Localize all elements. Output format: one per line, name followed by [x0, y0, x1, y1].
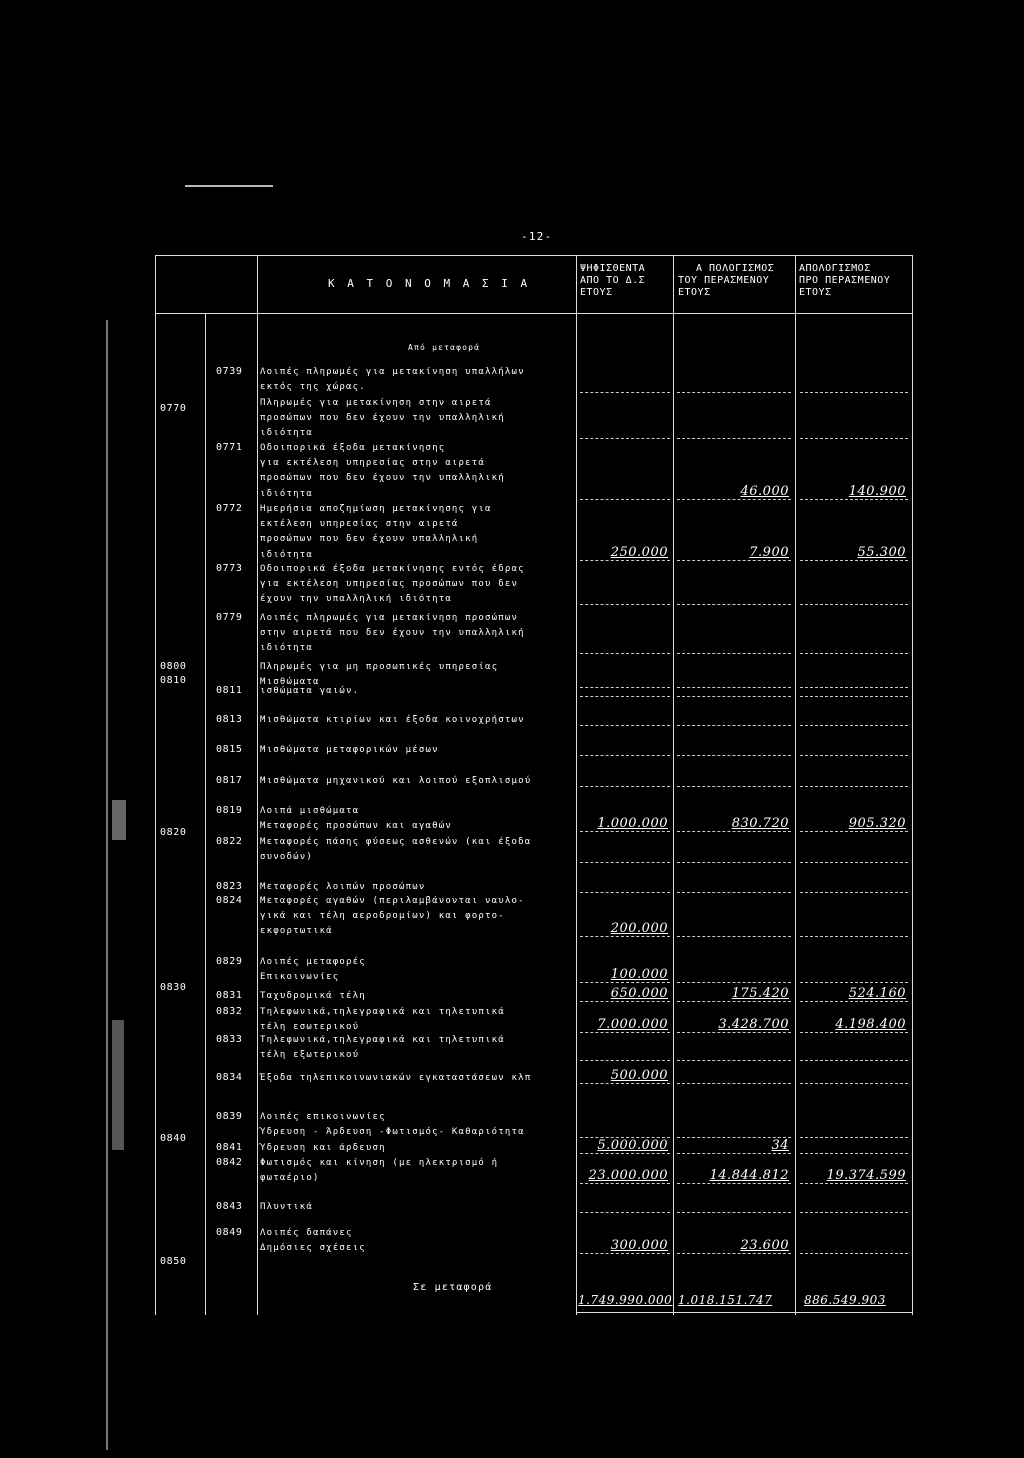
account-code: 0849	[216, 1227, 243, 1238]
amount-line	[677, 831, 791, 832]
scan-artifact-left-2	[112, 800, 126, 840]
account-description: Έξοδα τηλεπικοινωνιακών εγκαταστάσεων κλπ	[260, 1073, 532, 1083]
amount-line	[800, 560, 908, 561]
amount-line	[580, 831, 670, 832]
account-code: 0842	[216, 1157, 243, 1168]
account-description: Μισθώματα κτιρίων και έξοδα κοινοχρήστων	[260, 715, 525, 725]
page-number: -12-	[521, 230, 553, 243]
account-description: Δημόσιες σχέσεις	[260, 1243, 366, 1254]
account-description: Λοιπά μισθώματα	[260, 806, 360, 816]
amount-line	[800, 892, 908, 893]
account-description: Ταχυδρομικά τέλη	[260, 991, 366, 1001]
amount-v3: 524.160	[848, 986, 906, 1001]
amount-line	[800, 653, 908, 654]
scan-artifact-left	[106, 320, 108, 1450]
amount-line	[800, 725, 908, 726]
amount-v1: 200.000	[610, 921, 668, 937]
account-code: 0817	[216, 775, 243, 786]
column-header-last-year: Α ΠΟΛΟΓΙΣΜΟΣ ΤΟΥ ΠΕΡΑΣΜΕΝΟΥ ΕΤΟΥΣ	[678, 263, 775, 298]
account-description: Πλυντικά	[260, 1202, 313, 1212]
group-code: 0830	[160, 982, 187, 993]
column-header-name: Κ Α Τ Ο Ν Ο Μ Α Σ Ι Α	[328, 277, 531, 290]
account-description: Ύδρευση και άρδευση	[260, 1143, 386, 1153]
account-description: Μισθώματα μηχανικού και λοιπού εξοπλισμού	[260, 776, 532, 786]
account-code: 0771	[216, 442, 243, 453]
account-code: 0773	[216, 563, 243, 574]
amount-line	[677, 560, 791, 561]
amount-line	[580, 696, 670, 697]
total-prior-year: 886.549.903	[804, 1293, 886, 1307]
amount-line	[677, 755, 791, 756]
account-description: Μεταφορές πάσης φύσεως ασθενών (και έξοδα	[260, 837, 532, 847]
amount-line	[580, 392, 670, 393]
amount-line	[800, 1212, 908, 1213]
account-code: 0843	[216, 1201, 243, 1212]
account-description: στην αιρετά που δεν έχουν την υπαλληλική	[260, 628, 525, 639]
amount-line	[677, 392, 791, 393]
amount-line	[800, 1032, 908, 1033]
account-description: Λοιπές επικοινωνίες	[260, 1112, 386, 1122]
group-code: 0820	[160, 827, 187, 838]
amount-line	[580, 653, 670, 654]
amount-line	[580, 892, 670, 893]
amount-line	[580, 755, 670, 756]
account-description: ιδιότητα	[260, 549, 313, 560]
amount-line	[800, 1153, 908, 1154]
amount-line	[580, 725, 670, 726]
amount-line	[580, 499, 670, 500]
account-code: 0829	[216, 956, 243, 967]
amount-v1: 23.000.000	[588, 1168, 668, 1184]
amount-line	[800, 499, 908, 500]
account-code: 0772	[216, 503, 243, 514]
carried-from-label: Από μεταφορά	[408, 343, 481, 352]
amount-line	[800, 392, 908, 393]
account-code: 0779	[216, 612, 243, 623]
amount-v1: 7.000.000	[597, 1017, 668, 1033]
amount-line	[677, 982, 791, 983]
amount-line	[677, 862, 791, 863]
amount-line	[800, 1253, 908, 1254]
amount-line	[800, 982, 908, 983]
account-description: Λοιπές δαπάνες	[260, 1228, 353, 1238]
amount-v3: 905.320	[848, 816, 906, 832]
account-description: Πληρωμές για μετακίνηση στην αιρετά	[260, 398, 492, 408]
amount-v3: 140.900	[848, 483, 906, 499]
amount-line	[580, 786, 670, 787]
amount-line	[677, 1253, 791, 1254]
account-description: τέλη εξωτερικού	[260, 1050, 360, 1061]
amount-line	[580, 1001, 670, 1002]
group-code: 0770	[160, 403, 187, 414]
amount-line	[677, 1060, 791, 1061]
amount-line	[580, 1060, 670, 1061]
account-description: εκφορτωτικά	[260, 926, 333, 937]
amount-line	[800, 438, 908, 439]
amount-line	[580, 862, 670, 863]
amount-line	[580, 936, 670, 937]
amount-line	[677, 696, 791, 697]
amount-line	[800, 831, 908, 832]
amount-line	[800, 936, 908, 937]
account-description: γικά και τέλη αεροδρομίων) και φορτο-	[260, 911, 505, 922]
amount-line	[800, 1060, 908, 1061]
amount-line	[677, 1032, 791, 1033]
account-description: Ύδρευση - Άρδευση -Φωτισμός- Καθαριότητα	[260, 1127, 525, 1138]
total-last-year: 1.018.151.747	[678, 1293, 773, 1307]
account-code: 0813	[216, 714, 243, 725]
amount-line	[800, 786, 908, 787]
scan-artifact-top	[185, 185, 273, 187]
amount-line	[800, 1137, 908, 1138]
amount-line	[677, 1001, 791, 1002]
account-description: Πληρωμές για μη προσωπικές υπηρεσίας	[260, 662, 499, 672]
account-description: Μεταφορές προσώπων και αγαθών	[260, 821, 452, 832]
amount-line	[580, 982, 670, 983]
account-code: 0831	[216, 990, 243, 1001]
amount-v1: 5.000.000	[597, 1138, 668, 1153]
account-code: 0839	[216, 1111, 243, 1122]
amount-line	[580, 1183, 670, 1184]
account-code: 0815	[216, 744, 243, 755]
account-description: προσώπων που δεν έχουν την υπαλληλική	[260, 413, 505, 424]
amount-v1: 1.000.000	[597, 816, 668, 832]
amount-line	[580, 687, 670, 688]
amount-v2: 34	[771, 1138, 789, 1153]
amount-line	[677, 892, 791, 893]
account-code: 0832	[216, 1006, 243, 1017]
account-description: Τηλεφωνικά,τηλεγραφικά και τηλετυπικά	[260, 1035, 505, 1045]
account-description: ιδιότητα	[260, 643, 313, 654]
amount-line	[677, 1212, 791, 1213]
amount-v3: 19.374.599	[826, 1168, 906, 1184]
amount-v2: 3.428.700	[718, 1017, 789, 1033]
amount-line	[580, 1083, 670, 1084]
amount-line	[580, 1032, 670, 1033]
account-description: εκτέλεση υπηρεσίας στην αιρετά	[260, 519, 459, 530]
amount-line	[800, 1183, 908, 1184]
account-description: Μισθώματα μεταφορικών μέσων	[260, 745, 439, 755]
amount-line	[580, 604, 670, 605]
amount-v1: 250.000	[610, 544, 668, 560]
amount-v2: 175.420	[731, 986, 789, 1001]
account-code: 0834	[216, 1072, 243, 1083]
account-code: 0811	[216, 685, 243, 696]
amount-v1: 100.000	[610, 967, 668, 983]
account-description: έχουν την υπαλληλική ιδιότητα	[260, 594, 452, 605]
amount-line	[580, 560, 670, 561]
column-header-approved: ΨΗΦΙΣΘΕΝΤΑ ΑΠΟ ΤΟ Δ.Σ ΕΤΟΥΣ	[580, 263, 646, 298]
amount-v3: 55.300	[857, 544, 906, 560]
amount-v1: 300.000	[610, 1238, 668, 1254]
account-code: 0823	[216, 881, 243, 892]
amount-v2: 46.000	[740, 483, 789, 499]
account-description: ιδιότητα	[260, 428, 313, 439]
amount-v2: 830.720	[731, 816, 789, 832]
amount-line	[677, 499, 791, 500]
amount-line	[800, 696, 908, 697]
account-description: ισθώματα γαιών.	[260, 686, 360, 696]
amount-line	[580, 1253, 670, 1254]
amount-line	[800, 755, 908, 756]
account-description: Μεταφορές λοιπών προσώπων	[260, 882, 426, 892]
amount-v1: 500.000	[610, 1068, 668, 1083]
account-description: ιδιότητα	[260, 488, 313, 499]
amount-line	[677, 1083, 791, 1084]
group-code: 0840	[160, 1133, 187, 1144]
amount-line	[677, 786, 791, 787]
account-description: φωταέριο)	[260, 1173, 320, 1184]
account-description: Τηλεφωνικά,τηλεγραφικά και τηλετυπικά	[260, 1007, 505, 1017]
amount-line	[800, 862, 908, 863]
amount-v3: 4.198.400	[835, 1017, 906, 1033]
amount-v2: 23.600	[740, 1238, 789, 1254]
account-description: Μισθώματα	[260, 677, 320, 688]
account-description: Οδοιπορικά έξοδα μετακίνησης εντός έδρας	[260, 564, 525, 574]
account-code: 0841	[216, 1142, 243, 1153]
amount-v1: 650.000	[610, 986, 668, 1001]
amount-line	[677, 936, 791, 937]
account-description: εκτός της χώρας.	[260, 382, 366, 393]
account-description: Οδοιπορικά έξοδα μετακίνησης	[260, 443, 446, 453]
group-code: 0800	[160, 661, 187, 672]
account-code: 0739	[216, 366, 243, 377]
group-code: 0810	[160, 675, 187, 686]
account-description: Επικοινωνίες	[260, 972, 340, 983]
amount-v2: 14.844.812	[709, 1168, 789, 1184]
account-code: 0824	[216, 895, 243, 906]
account-description: προσώπων που δεν έχουν υπαλληλική	[260, 534, 479, 545]
carried-to-label: Σε μεταφορά	[413, 1282, 493, 1293]
account-description: για εκτέλεση υπηρεσίας στην αιρετά	[260, 458, 486, 469]
amount-line	[677, 725, 791, 726]
account-code: 0819	[216, 805, 243, 816]
account-description: Φωτισμός και κίνηση (με ηλεκτρισμό ή	[260, 1158, 499, 1168]
amount-line	[800, 1083, 908, 1084]
account-description: συνοδών)	[260, 852, 313, 863]
account-description: για εκτέλεση υπηρεσίας προσώπων που δεν	[260, 579, 519, 590]
account-description: Μεταφορές αγαθών (περιλαμβάνονται ναυλο-	[260, 896, 525, 906]
account-description: προσώπων που δεν έχουν την υπαλληλική	[260, 473, 505, 484]
account-description: Λοιπές πληρωμές για μετακίνηση προσώπων	[260, 613, 519, 623]
amount-line	[677, 438, 791, 439]
account-description: τέλη εσωτερικού	[260, 1022, 360, 1033]
amount-line	[677, 1183, 791, 1184]
amount-line	[580, 1153, 670, 1154]
account-description: Λοιπές μεταφορές	[260, 957, 366, 967]
account-description: Λοιπές πληρωμές για μετακίνηση υπαλλήλων	[260, 367, 525, 377]
amount-v2: 7.900	[749, 544, 789, 560]
amount-line	[800, 604, 908, 605]
amount-line	[677, 653, 791, 654]
scan-artifact-left-3	[112, 1020, 124, 1150]
account-code: 0822	[216, 836, 243, 847]
account-code: 0833	[216, 1034, 243, 1045]
amount-line	[800, 687, 908, 688]
amount-line	[677, 687, 791, 688]
amount-line	[580, 1212, 670, 1213]
amount-line	[800, 1001, 908, 1002]
group-code: 0850	[160, 1256, 187, 1267]
column-header-prior-year: ΑΠΟΛΟΓΙΣΜΟΣ ΠΡΟ ΠΕΡΑΣΜΕΝΟΥ ΕΤΟΥΣ	[799, 263, 891, 298]
amount-line	[677, 604, 791, 605]
amount-line	[677, 1153, 791, 1154]
total-approved: 1.749.990.000	[578, 1293, 673, 1307]
account-description: Ημερήσια αποζημίωση μετακίνησης για	[260, 504, 492, 514]
amount-line	[580, 438, 670, 439]
